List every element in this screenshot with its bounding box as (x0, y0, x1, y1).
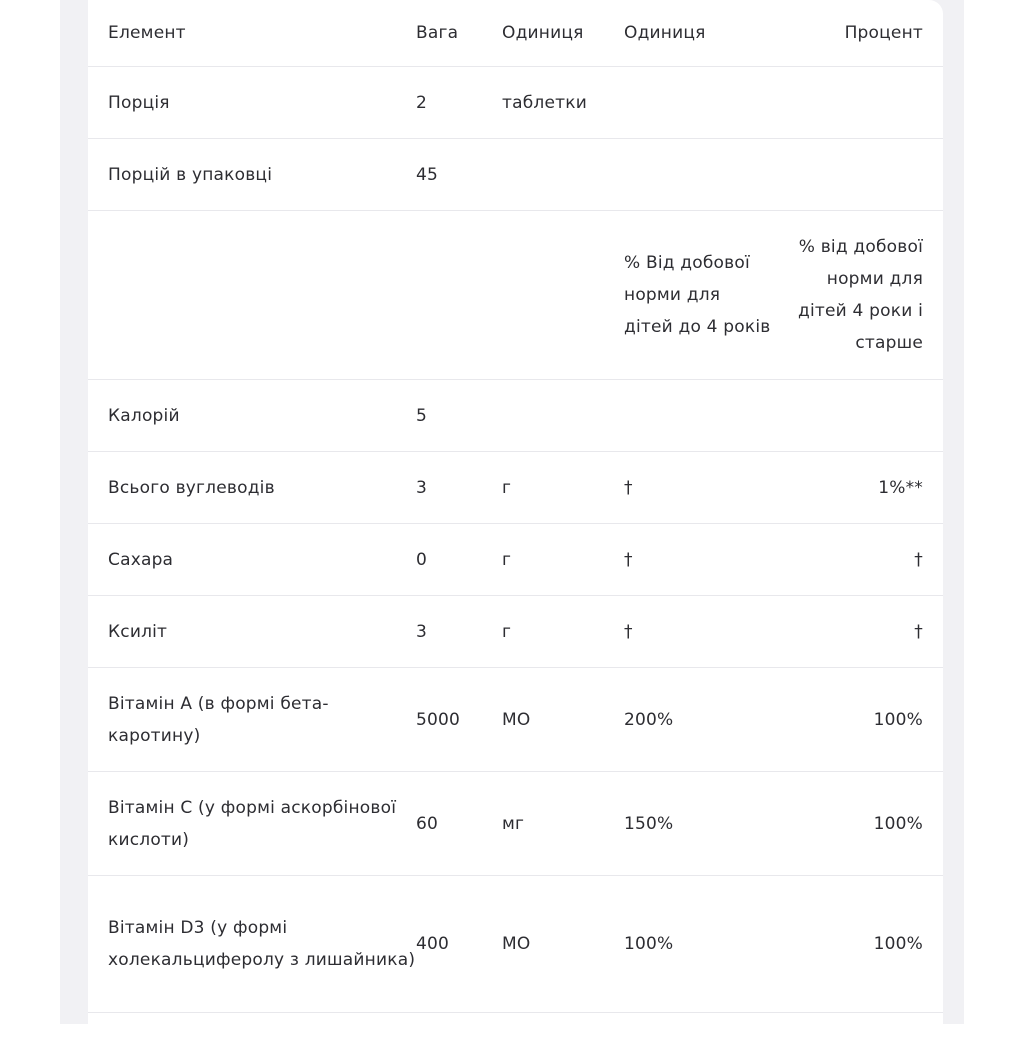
row-dv-adults: % від добової норми для дітей 4 роки і старше (774, 211, 943, 380)
row-name: Ксиліт (88, 596, 416, 668)
table-row (88, 524, 943, 596)
row-dv-adults: 1%** (774, 452, 943, 524)
row-dv-children: † (624, 452, 774, 524)
row-dv-children (624, 380, 774, 452)
row-unit (502, 380, 624, 452)
table-row (88, 596, 943, 668)
row-unit: мг (502, 772, 624, 876)
row-dv-children: 100% (624, 876, 774, 1013)
row-name: Всього вуглеводів (88, 452, 416, 524)
row-unit: МО (502, 876, 624, 1013)
row-weight: 3 (416, 452, 502, 524)
row-unit: г (502, 524, 624, 596)
table-row (88, 380, 943, 452)
table-row (88, 67, 943, 139)
row-name: Порція (88, 67, 416, 139)
row-weight: 60 (416, 772, 502, 876)
row-name: Вітамін D3 (у формі холекальциферолу з лишайника) (88, 876, 416, 1013)
row-weight: 5 (416, 380, 502, 452)
row-name: Калорій (88, 380, 416, 452)
header-unit-secondary: Одиниця (624, 0, 774, 67)
table-row (88, 668, 943, 772)
row-dv-adults: 100% (774, 772, 943, 876)
row-name: Вітамін С (у формі аскорбінової кислоти) (88, 772, 416, 876)
row-unit (502, 211, 624, 380)
row-weight: 3 (416, 596, 502, 668)
header-unit: Одиниця (502, 0, 624, 67)
row-dv-adults: † (774, 524, 943, 596)
row-dv-adults (774, 380, 943, 452)
row-unit: г (502, 452, 624, 524)
row-dv-children (624, 67, 774, 139)
table-row (88, 452, 943, 524)
row-dv-children: † (624, 596, 774, 668)
table-row (88, 876, 943, 1013)
header-element: Елемент (88, 0, 416, 67)
row-dv-children: 200% (624, 668, 774, 772)
header-percent: Процент (774, 0, 943, 67)
row-dv-adults: 100% (774, 876, 943, 1013)
row-dv-adults (774, 67, 943, 139)
row-weight (416, 211, 502, 380)
row-name: Сахара (88, 524, 416, 596)
row-unit: МО (502, 668, 624, 772)
row-unit: г (502, 596, 624, 668)
row-name: Порцій в упаковці (88, 139, 416, 211)
row-dv-adults: 100% (774, 668, 943, 772)
row-weight: 5000 (416, 668, 502, 772)
table-row (88, 772, 943, 876)
row-name: Вітамін А (в формі бета-каротину) (88, 668, 416, 772)
row-weight: 0 (416, 524, 502, 596)
row-dv-children: 150% (624, 772, 774, 876)
row-dv-children: % Від добової норми для дітей до 4 років (624, 211, 774, 380)
row-weight: 400 (416, 876, 502, 1013)
row-weight: 2 (416, 67, 502, 139)
row-dv-children (624, 139, 774, 211)
row-dv-children: † (624, 524, 774, 596)
nutrition-card (88, 0, 943, 1040)
row-weight: 45 (416, 139, 502, 211)
table-row (88, 211, 943, 380)
table-header-row (88, 0, 943, 67)
nutrition-table (88, 0, 943, 1013)
row-name (88, 211, 416, 380)
row-unit: таблетки (502, 67, 624, 139)
row-dv-adults: † (774, 596, 943, 668)
row-unit (502, 139, 624, 211)
table-row (88, 139, 943, 211)
header-weight: Вага (416, 0, 502, 67)
row-dv-adults (774, 139, 943, 211)
